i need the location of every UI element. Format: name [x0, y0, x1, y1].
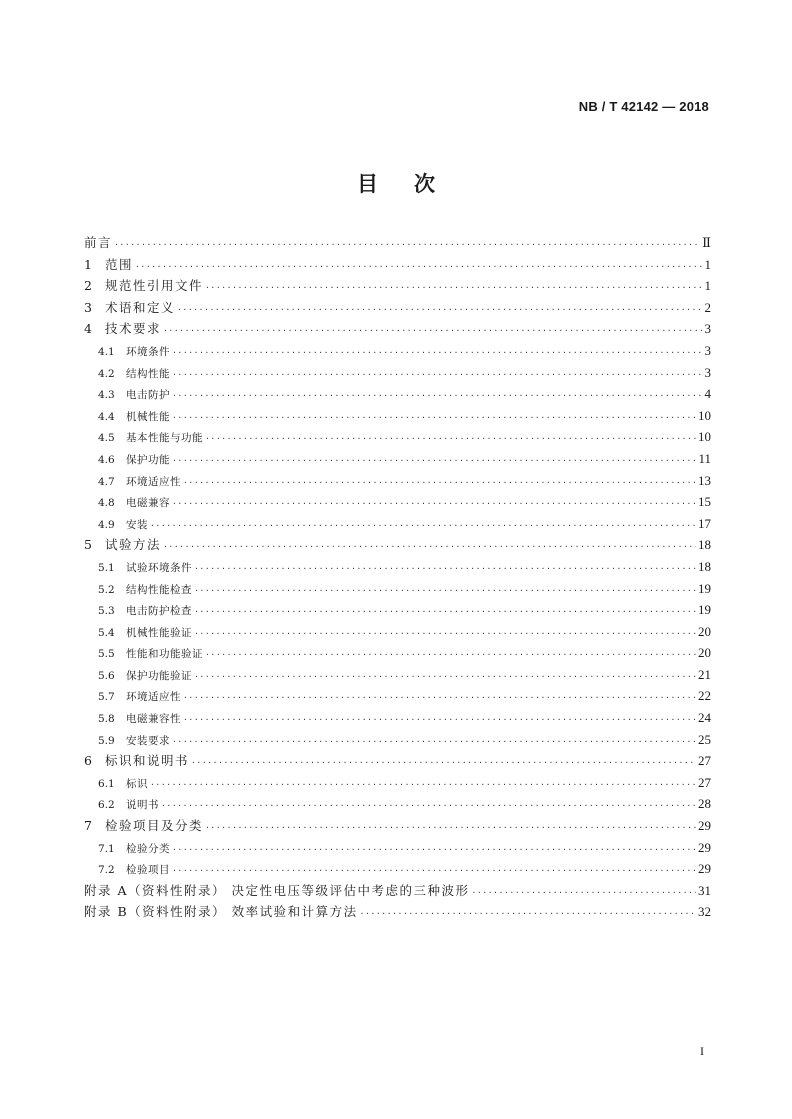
toc-entry-label: 附录 B（资料性附录） 效率试验和计算方法 [84, 904, 358, 920]
toc-entry-number: 4 [84, 321, 92, 337]
toc-entry-label: 电磁兼容性 [126, 713, 181, 726]
toc-entry-page: 29 [698, 818, 711, 834]
toc-subentry[interactable] [84, 448, 711, 470]
toc-subentry[interactable] [84, 383, 711, 405]
dot-leader [194, 601, 696, 623]
toc-entry-page: 25 [698, 731, 711, 747]
toc-entry-page: 18 [698, 558, 711, 574]
toc-subentry[interactable] [84, 599, 711, 621]
dot-leader [172, 342, 703, 364]
dot-leader [172, 450, 696, 472]
toc-entry-label: 技术要求 [105, 321, 162, 337]
toc-entry-number: 4.4 [98, 410, 115, 423]
toc-subentry[interactable] [84, 405, 711, 427]
dot-leader [205, 428, 696, 450]
toc-entry-page: 10 [698, 407, 711, 423]
toc-entry-label: 机械性能 [126, 410, 170, 423]
dot-leader [163, 536, 696, 558]
toc-entry-label: 检验项目及分类 [105, 818, 204, 834]
dot-leader [194, 666, 696, 688]
toc-entry-label: 标识和说明书 [105, 753, 190, 769]
toc-entry-page: 28 [698, 796, 711, 812]
dot-leader [172, 493, 696, 515]
dot-leader [172, 385, 703, 407]
toc-subentry[interactable] [84, 685, 711, 707]
toc-entry-page: 19 [698, 580, 711, 596]
dot-leader [172, 731, 696, 753]
dot-leader [150, 515, 696, 537]
toc-subentry[interactable] [84, 837, 711, 859]
toc-entry-page: 13 [698, 472, 711, 488]
toc-entry-label: 环境适应性 [126, 475, 181, 488]
toc-subentry[interactable] [84, 772, 711, 794]
dot-leader [194, 623, 696, 645]
toc-entry-page: 29 [698, 839, 711, 855]
toc-entry-page: 4 [704, 386, 711, 402]
dot-leader [360, 903, 696, 925]
toc-entry-number: 6.1 [98, 777, 115, 790]
toc-entry-label: 标识 [126, 777, 148, 790]
toc-entry-number: 4.5 [98, 432, 115, 445]
toc-entry-label: 检验分类 [126, 842, 170, 855]
dot-leader [205, 644, 696, 666]
toc-entry-page: 27 [698, 774, 711, 790]
toc-entry-number: 4.6 [98, 453, 115, 466]
dot-leader [177, 299, 702, 321]
toc-entry-label: 前言 [84, 235, 113, 250]
toc-entry-number: 4.8 [98, 497, 115, 510]
toc-entry[interactable] [84, 750, 711, 772]
toc-entry[interactable] [84, 254, 711, 276]
toc-entry[interactable] [84, 318, 711, 340]
toc-entry-page: 19 [698, 602, 711, 618]
toc-subentry[interactable] [84, 858, 711, 880]
toc-subentry[interactable] [84, 707, 711, 729]
toc-entry-page: 29 [698, 861, 711, 877]
toc-subentry[interactable] [84, 556, 711, 578]
dot-leader [205, 277, 702, 299]
toc-entry-page: 3 [704, 364, 711, 380]
toc-entry-number: 5.5 [98, 648, 115, 661]
toc-entry-page: 32 [698, 904, 711, 920]
toc-entry-label: 规范性引用文件 [105, 278, 204, 294]
toc-entry-label: 结构性能检查 [126, 583, 192, 596]
toc-entry-number: 5.9 [98, 734, 115, 747]
toc-entry-page: 20 [698, 645, 711, 661]
dot-leader [172, 364, 703, 386]
standard-code: NB / T 42142 — 2018 [578, 99, 709, 114]
dot-leader [114, 234, 700, 256]
toc-entry[interactable] [84, 901, 711, 923]
dot-leader [163, 320, 702, 342]
toc-entry-number: 1 [84, 256, 92, 272]
toc-subentry[interactable] [84, 664, 711, 686]
toc-entry-page: 24 [698, 710, 711, 726]
toc-entry-number: 4.1 [98, 345, 115, 358]
table-of-contents [84, 232, 711, 923]
dot-leader [183, 472, 696, 494]
toc-entry-label: 安装要求 [126, 734, 170, 747]
toc-entry-page: 2 [704, 299, 711, 315]
dot-leader [135, 256, 702, 278]
toc-entry-number: 5 [84, 537, 92, 553]
toc-subentry[interactable] [84, 513, 711, 535]
toc-entry-label: 性能和功能验证 [126, 648, 203, 661]
toc-entry-number: 7 [84, 818, 92, 834]
toc-entry[interactable] [84, 297, 711, 319]
dot-leader [150, 774, 696, 796]
dot-leader [194, 558, 696, 580]
toc-entry-label: 电击防护 [126, 389, 170, 402]
toc-entry-label: 范围 [105, 256, 134, 272]
toc-entry-page: 31 [698, 882, 711, 898]
toc-entry-number: 7.2 [98, 864, 115, 877]
dot-leader [172, 860, 696, 882]
toc-entry-page: 3 [704, 342, 711, 358]
toc-entry-number: 4.2 [98, 367, 115, 380]
toc-entry-label: 术语和定义 [105, 299, 176, 315]
toc-entry-number: 6.2 [98, 799, 115, 812]
toc-entry[interactable] [84, 534, 711, 556]
toc-entry-number: 4.3 [98, 389, 115, 402]
dot-leader [183, 687, 696, 709]
toc-entry-page: 11 [698, 450, 711, 466]
toc-entry-label: 保护功能验证 [126, 669, 192, 682]
toc-entry-number: 5.8 [98, 713, 115, 726]
toc-entry-label: 环境适应性 [126, 691, 181, 704]
toc-entry-label: 说明书 [126, 799, 159, 812]
toc-entry-number: 2 [84, 278, 92, 294]
toc-entry-number: 4.7 [98, 475, 115, 488]
toc-entry-page: 1 [704, 278, 711, 294]
toc-subentry[interactable] [84, 621, 711, 643]
toc-entry[interactable] [84, 815, 711, 837]
dot-leader [183, 709, 696, 731]
toc-entry-page: 27 [698, 753, 711, 769]
page-number: I [700, 1044, 704, 1058]
toc-entry-number: 5.3 [98, 605, 115, 618]
toc-entry-number: 6 [84, 753, 92, 769]
toc-entry-page: 17 [698, 515, 711, 531]
dot-leader [471, 882, 696, 904]
toc-subentry[interactable] [84, 362, 711, 384]
toc-entry-label: 试验环境条件 [126, 561, 192, 574]
toc-subentry[interactable] [84, 340, 711, 362]
toc-entry-label: 结构性能 [126, 367, 170, 380]
toc-entry-page: Ⅱ [702, 235, 711, 250]
toc-entry-page: 20 [698, 623, 711, 639]
toc-entry[interactable] [84, 232, 711, 254]
toc-entry-number: 5.2 [98, 583, 115, 596]
toc-entry-number: 5.4 [98, 626, 115, 639]
dot-leader [172, 839, 696, 861]
toc-subentry[interactable] [84, 729, 711, 751]
dot-leader [205, 817, 696, 839]
toc-entry-number: 5.7 [98, 691, 115, 704]
toc-entry-label: 电击防护检查 [126, 605, 192, 618]
toc-entry-page: 18 [698, 537, 711, 553]
dot-leader [191, 752, 696, 774]
page-title: 目次 [357, 172, 471, 196]
toc-entry-label: 附录 A（资料性附录） 决定性电压等级评估中考虑的三种波形 [84, 882, 470, 898]
toc-entry-label: 机械性能验证 [126, 626, 192, 639]
toc-entry-number: 7.1 [98, 842, 115, 855]
toc-entry[interactable] [84, 880, 711, 902]
toc-entry-label: 保护功能 [126, 453, 170, 466]
toc-entry-label: 试验方法 [105, 537, 162, 553]
toc-entry-label: 电磁兼容 [126, 497, 170, 510]
toc-entry-page: 3 [704, 321, 711, 337]
toc-entry-page: 15 [698, 494, 711, 510]
toc-entry-label: 安装 [126, 518, 148, 531]
toc-entry-label: 环境条件 [126, 345, 170, 358]
toc-entry-number: 5.1 [98, 561, 115, 574]
toc-entry-page: 10 [698, 429, 711, 445]
toc-subentry[interactable] [84, 793, 711, 815]
toc-entry-number: 4.9 [98, 518, 115, 531]
toc-entry-page: 22 [698, 688, 711, 704]
toc-entry-page: 1 [704, 256, 711, 272]
toc-entry-number: 3 [84, 299, 92, 315]
toc-entry-page: 21 [698, 666, 711, 682]
toc-entry-number: 5.6 [98, 669, 115, 682]
toc-subentry[interactable] [84, 426, 711, 448]
toc-subentry[interactable] [84, 491, 711, 513]
toc-subentry[interactable] [84, 470, 711, 492]
toc-subentry[interactable] [84, 578, 711, 600]
toc-subentry[interactable] [84, 642, 711, 664]
toc-entry-label: 基本性能与功能 [126, 432, 203, 445]
toc-entry[interactable] [84, 275, 711, 297]
dot-leader [161, 795, 696, 817]
dot-leader [194, 580, 696, 602]
toc-entry-label: 检验项目 [126, 864, 170, 877]
dot-leader [172, 407, 696, 429]
